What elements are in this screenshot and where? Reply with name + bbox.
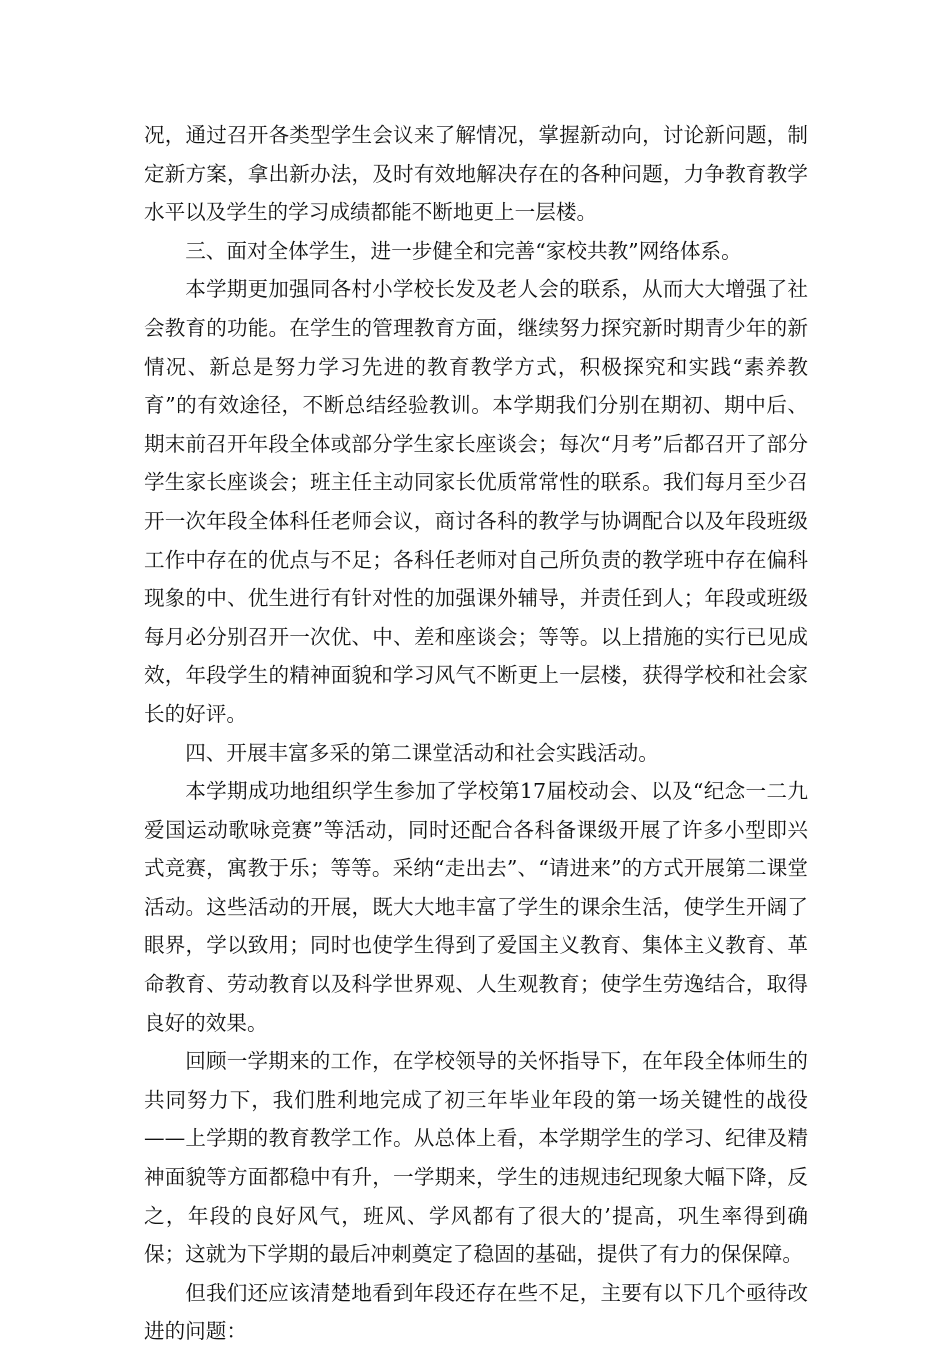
paragraph-review: 回顾一学期来的工作，在学校领导的关怀指导下，在年段全体师生的共同努力下，我们胜利地完成了初三年毕业年段的第一场关键性的战役——上学期的教育教学工作。从总体上看，本学期学生的学习、纪律及精神面貌等方面都稳中有升，一学期来，学生的违规违纪现象大幅下降，反之，年段的良好风气，班风、学风都有了很大的’提高，巩生率得到确保；这就为下学期的最后冲刺奠定了稳固的基础，提供了有力的保保障。 bbox=[144, 1049, 808, 1267]
paragraph-continuation: 况，通过召开各类型学生会议来了解情况，掌握新动向，讨论新问题，制定新方案，拿出新办法，及时有效地解决存在的各种问题，力争教育教学水平以及学生的学习成绩都能不断地更上一层楼。 bbox=[144, 123, 808, 225]
paragraph-shortcomings: 但我们还应该清楚地看到年段还存在些不足，主要有以下几个亟待改进的问题： bbox=[144, 1280, 808, 1344]
section-heading-4: 四、开展丰富多采的第二课堂活动和社会实践活动。 bbox=[185, 740, 659, 765]
paragraph-home-school: 本学期更加强同各村小学校长发及老人会的联系，从而大大增强了社会教育的功能。在学生的管理教育方面，继续努力探究新时期青少年的新情况、新总是努力学习先进的教育教学方式，积极探究和实践“素养教育”的有效途径，不断总结经验教训。本学期我们分别在期初、期中后、期末前召开年段全体或部分学生家长座谈会；每次“月考”后都召开了部分学生家长座谈会；班主任主动同家长优质常常性的联系。我们每月至少召开一次年段全体科任老师会议，商讨各科的教学与协调配合以及年段班级工作中存在的优点与不足；各科任老师对自己所负责的教学班中存在偏科现象的中、优生进行有针对性的加强课外辅导，并责任到人；年段或班级每月必分别召开一次优、中、差和座谈会；等等。以上措施的实行已见成效，年段学生的精神面貌和学习风气不断更上一层楼，获得学校和社会家长的好评。 bbox=[144, 277, 808, 726]
paragraph-activities: 本学期成功地组织学生参加了学校第17届校动会、以及“纪念一二九爱国运动歌咏竞赛”等活动，同时还配合各科备课级开展了许多小型即兴式竞赛，寓教于乐；等等。采纳“走出去”、“请进来”的方式开展第二课堂活动。这些活动的开展，既大大地丰富了学生的课余生活，使学生开阔了眼界，学以致用；同时也使学生得到了爱国主义教育、集体主义教育、革命教育、劳动教育以及科学世界观、人生观教育；使学生劳逸结合，取得良好的效果。 bbox=[144, 779, 808, 1035]
document-page bbox=[144, 116, 808, 1351]
section-heading-3: 三、面对全体学生，进一步健全和完善“家校共教”网络体系。 bbox=[185, 238, 742, 263]
